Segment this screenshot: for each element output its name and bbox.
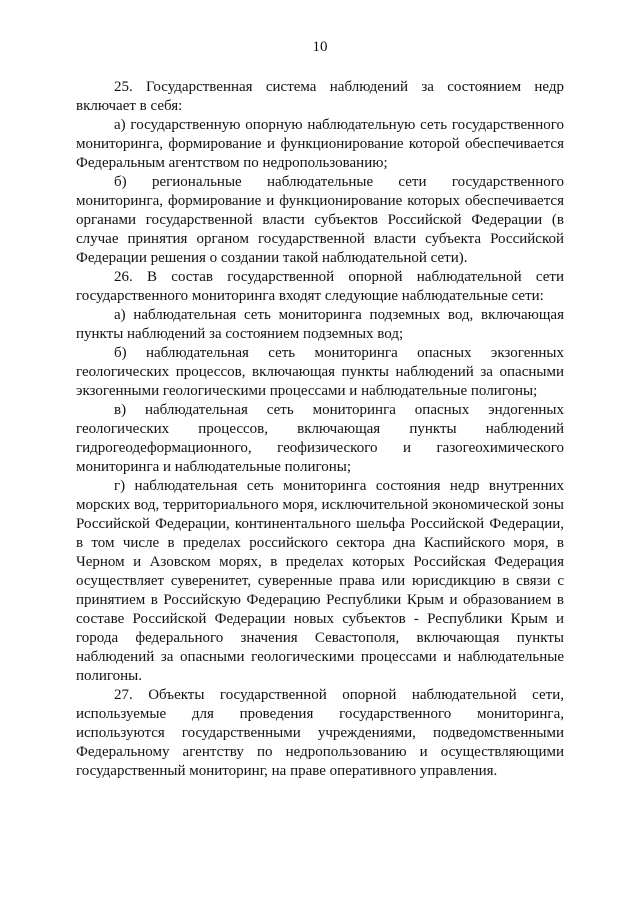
paragraph-26-item-v: в) наблюдательная сеть мониторинга опасных эндогенных геологических процессов, включающая пункты наблюдений гидрогеодеформационного, геофизического и газогеохимического мониторинга и наблюдательные полигоны; (76, 402, 564, 475)
document-body (76, 78, 564, 781)
paragraph-27: 27. Объекты государственной опорной наблюдательной сети, используемые для проведения государственного мониторинга, используются государственными учреждениями, подведомственными Федеральному агентству по недропользованию и осуществляющими государственный мониторинг, на праве оперативного управления. (76, 687, 564, 779)
paragraph-25-item-a: а) государственную опорную наблюдательную сеть государственного мониторинга, формирование и функционирование которой обеспечивается Федеральным агентством по недропользованию; (76, 117, 564, 171)
paragraph-26-item-b: б) наблюдательная сеть мониторинга опасных экзогенных геологических процессов, включающая пункты наблюдений за опасными экзогенными геологическими процессами и наблюдательные полигоны; (76, 345, 564, 399)
paragraph-25-item-b: б) региональные наблюдательные сети государственного мониторинга, формирование и функционирование которых обеспечивается органами государственной власти субъектов Российской Федерации (в случае принятия органом государственной власти субъекта Российской Федерации решения о создании такой наблюдательной сети). (76, 174, 564, 266)
paragraph-26-item-g: г) наблюдательная сеть мониторинга состояния недр внутренних морских вод, территориального моря, исключительной экономической зоны Российской Федерации, континентального шельфа Российской Федерации, в том числе в пределах российского сектора дна Каспийского моря, в Черном и Азовском морях, в пределах которых Российская Федерация осуществляет суверенитет, суверенные права или юрисдикцию в связи с принятием в Российскую Федерацию Республики Крым и образованием в составе Российской Федерации новых субъектов - Республики Крым и города федерального значения Севастополя, включающая пункты наблюдений за опасными геологическими процессами и наблюдательные полигоны. (76, 478, 564, 684)
paragraph-26: 26. В состав государственной опорной наблюдательной сети государственного мониторинга входят следующие наблюдательные сети: (76, 269, 564, 304)
page-number: 10 (312, 39, 328, 55)
paragraph-26-item-a: а) наблюдательная сеть мониторинга подземных вод, включающая пункты наблюдений за состоянием подземных вод; (76, 307, 564, 342)
paragraph-25: 25. Государственная система наблюдений за состоянием недр включает в себя: (76, 79, 564, 114)
